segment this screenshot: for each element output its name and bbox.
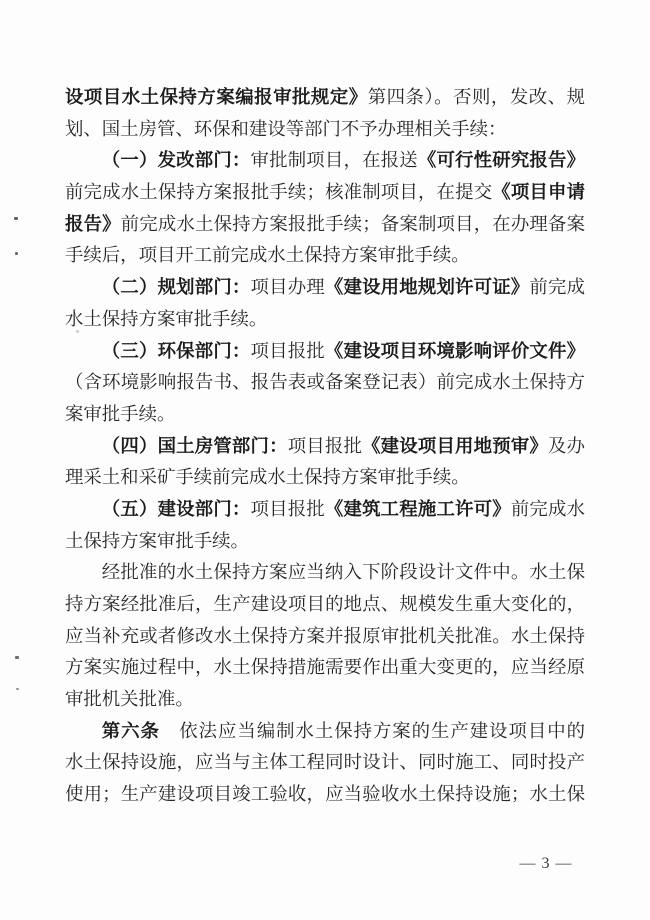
text-segment: 理采土和采矿手续前完成水土保持方案审批手续。 xyxy=(65,467,470,488)
text-segment: 第四条）。否则，发改、规 xyxy=(367,87,585,107)
text-segment: 使用；生产建设项目竣工验收，应当验收水土保持设施；水土保 xyxy=(65,784,585,805)
bold-text-segment: （四）国土房管部门： xyxy=(101,435,288,456)
text-segment: 依法应当编制水土保持方案的生产建设项目中的 xyxy=(159,720,585,741)
text-segment: 前完成水土保持方案报批手续；核准制项目，在提交 xyxy=(65,182,493,203)
bold-text-segment: 设项目水土保持方案编报审批规定》 xyxy=(65,87,368,107)
text-line xyxy=(65,462,585,494)
text-segment: 划、国土房管、环保和建设等部门不予办理相关手续： xyxy=(65,118,507,139)
bold-text-segment: 《建设项目用地预审》 xyxy=(362,435,548,456)
text-segment: 水土保持设施，应当与主体工程同时设计、同时施工、同时投产 xyxy=(65,752,585,773)
text-line xyxy=(65,684,585,716)
text-line xyxy=(65,589,585,621)
bold-text-segment: （三）环保部门： xyxy=(101,340,251,361)
text-segment: 前完成 xyxy=(529,277,585,298)
bold-text-segment: 《建筑工程施工许可》 xyxy=(324,498,511,519)
text-line xyxy=(65,272,585,304)
text-line xyxy=(65,779,585,811)
text-line xyxy=(65,367,585,399)
text-line xyxy=(65,526,585,558)
bold-text-segment: 《项目申请 xyxy=(492,182,585,203)
scan-speckle xyxy=(15,656,19,659)
text-segment: 项目报批 xyxy=(250,498,325,519)
text-line xyxy=(65,652,585,684)
bold-text-segment: 第六条 xyxy=(101,720,160,741)
text-line xyxy=(65,399,585,431)
text-line xyxy=(65,240,585,272)
text-segment: 手续后，项目开工前完成水土保持方案审批手续。 xyxy=(65,245,470,266)
text-line xyxy=(65,431,585,463)
text-line xyxy=(65,494,585,526)
text-line xyxy=(65,621,585,653)
text-line xyxy=(65,82,585,114)
scan-speckle xyxy=(76,330,79,333)
text-line xyxy=(65,145,585,177)
text-segment: 应当补充或者修改水土保持方案并报原审批机关批准。水土保持 xyxy=(65,625,585,646)
bold-text-segment: 报告》 xyxy=(65,213,121,234)
text-line xyxy=(65,747,585,779)
text-segment: 前完成水土保持方案报批手续；备案制项目，在办理备案 xyxy=(120,213,585,234)
text-segment: 及办 xyxy=(547,435,585,456)
text-segment: 案审批手续。 xyxy=(65,403,176,424)
text-segment: 前完成水 xyxy=(510,498,585,519)
text-segment: 水土保持方案审批手续。 xyxy=(65,308,268,329)
text-segment: 经批准的水土保持方案应当纳入下阶段设计文件中。水土保 xyxy=(101,562,585,583)
page-number: — 3 — xyxy=(519,855,573,872)
bold-text-segment: （五）建设部门： xyxy=(101,498,251,519)
bold-text-segment: 《建设用地规划许可证》 xyxy=(324,277,530,298)
text-line xyxy=(65,114,585,146)
text-line xyxy=(65,557,585,589)
text-line xyxy=(65,177,585,209)
text-segment: 审批机关批准。 xyxy=(65,689,194,710)
scan-speckle xyxy=(14,217,18,220)
bold-text-segment: （二）规划部门： xyxy=(101,277,251,298)
text-segment: 持方案经批准后，生产建设项目的地点、规模发生重大变化的， xyxy=(65,594,585,614)
text-segment: 方案实施过程中，水土保持措施需要作出重大变更的，应当经原 xyxy=(65,657,585,678)
bold-text-segment: 《可行性研究报告》 xyxy=(417,150,585,171)
bold-text-segment: （一）发改部门： xyxy=(101,150,251,171)
text-line xyxy=(65,304,585,336)
text-segment: 土保持方案审批手续。 xyxy=(65,530,249,551)
text-segment: 项目报批 xyxy=(250,340,325,361)
scan-speckle xyxy=(16,688,19,690)
text-line xyxy=(65,209,585,241)
text-line xyxy=(65,336,585,368)
document-body xyxy=(65,82,585,811)
scan-speckle xyxy=(15,252,18,255)
bold-text-segment: 《建设项目环境影响评价文件》 xyxy=(324,340,585,361)
text-segment: 审批制项目，在报送 xyxy=(250,150,418,171)
text-line xyxy=(65,716,585,748)
text-segment: （含环境影响报告书、报告表或备案登记表）前完成水土保持方 xyxy=(65,372,585,393)
text-segment: 项目办理 xyxy=(250,277,325,298)
text-segment: 项目报批 xyxy=(287,435,363,456)
